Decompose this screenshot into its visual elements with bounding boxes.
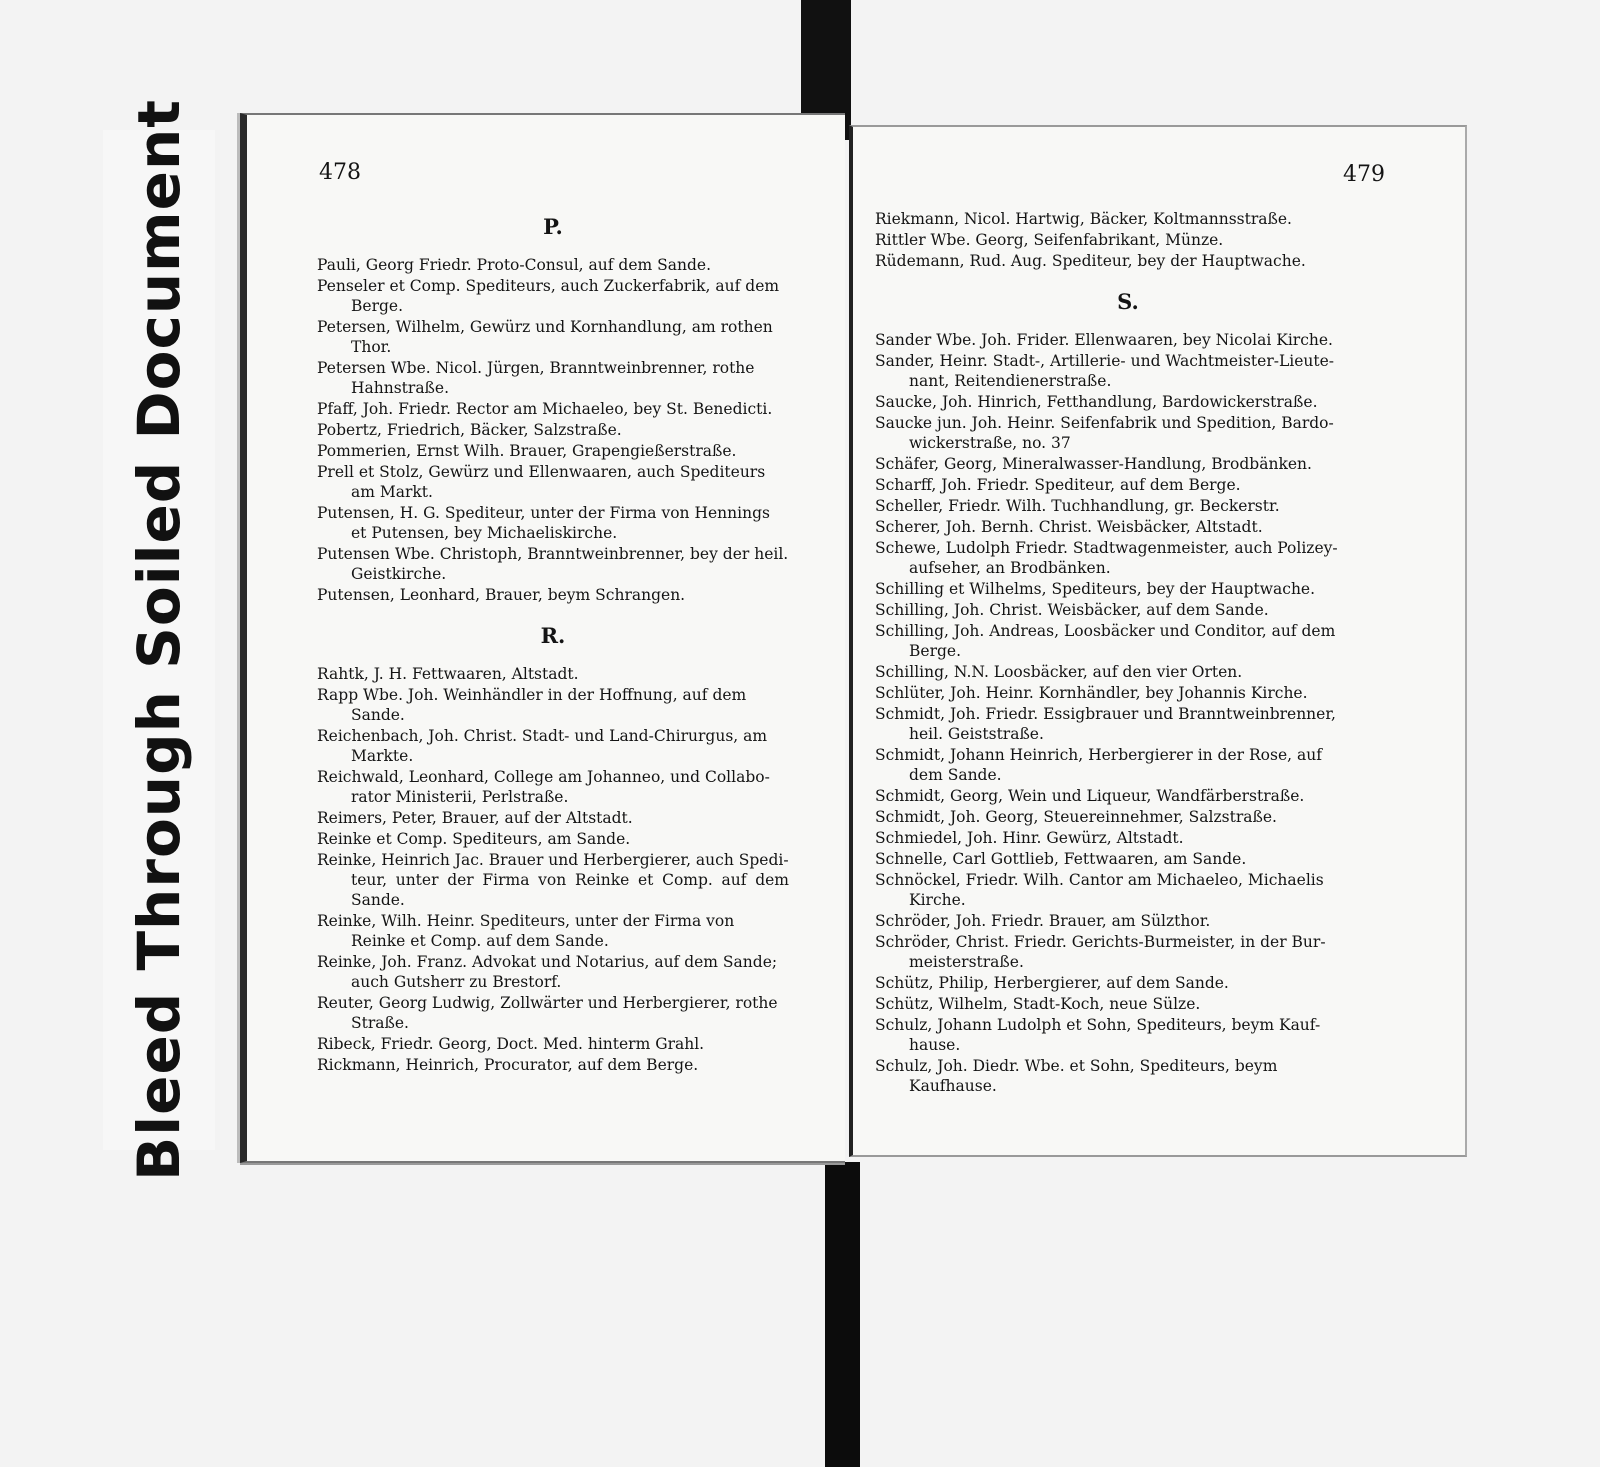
entry-continuation: Markte. (351, 747, 414, 765)
entry-text: Rickmann, Heinrich, Procurator, auf dem Berge. (317, 1056, 699, 1074)
section-letter: P. (543, 214, 563, 239)
directory-entry (875, 807, 1381, 827)
directory-entry (875, 330, 1381, 350)
entry-text: Sander, Heinr. Stadt-, Artillerie- und Wachtmeister-Lieute- (875, 352, 1335, 370)
entry-continuation: am Markt. (351, 483, 433, 501)
entry-text: Rittler Wbe. Georg, Seifenfabrikant, Münze. (875, 231, 1224, 249)
directory-entry (317, 850, 789, 910)
directory-entry (317, 993, 789, 1033)
entry-text: Schnelle, Carl Gottlieb, Fettwaaren, am Sande. (875, 850, 1247, 868)
directory-entry (875, 579, 1381, 599)
entry-continuation: Kaufhause. (909, 1077, 997, 1095)
entry-continuation: heil. Geiststraße. (909, 725, 1044, 743)
entry-text: Reinke et Comp. Spediteurs, am Sande. (317, 830, 631, 848)
directory-entry (317, 767, 789, 807)
directory-entry (875, 496, 1381, 516)
entry-continuation: Berge. (351, 297, 403, 315)
entry-text: Scheller, Friedr. Wilh. Tuchhandlung, gr. Beckerstr. (875, 497, 1280, 515)
directory-entry (317, 911, 789, 951)
left-page-column (317, 211, 789, 1076)
directory-entry (875, 786, 1381, 806)
directory-entry (317, 829, 789, 849)
binding-strap-bottom (825, 1162, 860, 1467)
entry-text: Schnöckel, Friedr. Wilh. Cantor am Michaeleo, Michaelis (875, 871, 1324, 889)
entry-text: Schlüter, Joh. Heinr. Kornhändler, bey Johannis Kirche. (875, 684, 1308, 702)
directory-entry (875, 1015, 1381, 1055)
directory-entry (317, 358, 789, 398)
entry-continuation: Berge. (909, 642, 961, 660)
directory-entry (317, 276, 789, 316)
entry-text: Prell et Stolz, Gewürz und Ellenwaaren, auch Spediteurs (317, 463, 766, 481)
entry-continuation: rator Ministerii, Perlstraße. (351, 788, 569, 806)
entry-continuation: Straße. (351, 1014, 409, 1032)
entry-text: Schilling, N.N. Loosbäcker, auf den vier Orten. (875, 663, 1243, 681)
directory-entry (875, 1056, 1381, 1096)
directory-entry (875, 475, 1381, 495)
entry-continuation: auch Gutsherr zu Brestorf. (351, 973, 562, 991)
entry-text: Scherer, Joh. Bernh. Christ. Weisbäcker, Altstadt. (875, 518, 1263, 536)
directory-entry (875, 911, 1381, 931)
directory-entry (875, 517, 1381, 537)
directory-entry (317, 726, 789, 766)
entry-continuation: et Putensen, bey Michaeliskirche. (351, 524, 618, 542)
entry-text: Penseler et Comp. Spediteurs, auch Zuckerfabrik, auf dem (317, 277, 780, 295)
entry-text: Saucke, Joh. Hinrich, Fetthandlung, Bardowickerstraße. (875, 393, 1318, 411)
entry-text: Rapp Wbe. Joh. Weinhändler in der Hoffnung, auf dem (317, 686, 747, 704)
entry-text: Schilling, Joh. Christ. Weisbäcker, auf dem Sande. (875, 601, 1269, 619)
entry-continuation: Sande. (351, 706, 405, 724)
entry-continuation: aufseher, an Brodbänken. (909, 559, 1111, 577)
entry-text: Reuter, Georg Ludwig, Zollwärter und Herbergierer, rothe (317, 994, 778, 1012)
directory-entry (317, 544, 789, 584)
entry-text: Petersen, Wilhelm, Gewürz und Kornhandlung, am rothen (317, 318, 773, 336)
entry-text: Putensen, Leonhard, Brauer, beym Schrangen. (317, 586, 686, 604)
directory-entry (875, 870, 1381, 910)
entry-continuation: hause. (909, 1036, 961, 1054)
section-letter: S. (1117, 289, 1139, 314)
entry-continuation: wickerstraße, no. 37 (909, 434, 1071, 452)
directory-entry (875, 538, 1381, 578)
directory-entry (317, 1055, 789, 1075)
directory-entry (317, 420, 789, 440)
directory-entry (875, 662, 1381, 682)
directory-entry (317, 808, 789, 828)
entry-text: Schmidt, Joh. Friedr. Essigbrauer und Branntweinbrenner, (875, 705, 1336, 723)
right-page (849, 125, 1467, 1157)
section-gap (875, 272, 1381, 286)
directory-entry (875, 351, 1381, 391)
entry-text: Schröder, Christ. Friedr. Gerichts-Burmeister, in der Bur- (875, 933, 1326, 951)
entry-text: Ribeck, Friedr. Georg, Doct. Med. hinterm Grahl. (317, 1035, 705, 1053)
entry-text: Rahtk, J. H. Fettwaaren, Altstadt. (317, 665, 579, 683)
entry-text: Schilling et Wilhelms, Spediteurs, bey der Hauptwache. (875, 580, 1316, 598)
entry-continuation: Kirche. (909, 891, 966, 909)
entry-text: Pobertz, Friedrich, Bäcker, Salzstraße. (317, 421, 622, 439)
entry-text: Reinke, Joh. Franz. Advokat und Notarius, auf dem Sande; (317, 953, 778, 971)
side-label-text: Bleed Through Soiled Document (125, 99, 193, 1181)
entry-text: Reichenbach, Joh. Christ. Stadt- und Land-Chirurgus, am (317, 727, 768, 745)
entry-text: Schilling, Joh. Andreas, Loosbäcker und Conditor, auf dem (875, 622, 1336, 640)
entry-text: Rüdemann, Rud. Aug. Spediteur, bey der Hauptwache. (875, 252, 1306, 270)
directory-entry (875, 230, 1381, 250)
directory-entry (317, 399, 789, 419)
entry-text: Reinke, Heinrich Jac. Brauer und Herbergierer, auch Spedi- (317, 851, 789, 869)
entry-continuation: nant, Reitendienerstraße. (909, 372, 1112, 390)
directory-entry (317, 255, 789, 275)
left-page-number: 478 (319, 160, 361, 185)
entry-text: Putensen Wbe. Christoph, Branntweinbrenner, bey der heil. (317, 545, 789, 563)
entry-continuation: Geistkirche. (351, 565, 447, 583)
entry-text: Reichwald, Leonhard, College am Johanneo, und Collabo- (317, 768, 770, 786)
entry-continuation: meisterstraße. (909, 953, 1024, 971)
entry-continuation: Reinke et Comp. auf dem Sande. (351, 932, 609, 950)
directory-entry (317, 585, 789, 605)
directory-entry (875, 849, 1381, 869)
entry-text: Schmidt, Johann Heinrich, Herbergierer in der Rose, auf (875, 746, 1322, 764)
entry-continuation: dem Sande. (909, 766, 1002, 784)
entry-text: Schulz, Joh. Diedr. Wbe. et Sohn, Spediteurs, beym (875, 1057, 1278, 1075)
entry-text: Schulz, Johann Ludolph et Sohn, Spediteurs, beym Kauf- (875, 1016, 1321, 1034)
entry-text: Pfaff, Joh. Friedr. Rector am Michaeleo, bey St. Benedicti. (317, 400, 773, 418)
directory-entry (317, 952, 789, 992)
entry-continuation: teur, unter der Firma von Reinke et Comp. auf dem Sande. (351, 871, 789, 909)
entry-text: Petersen Wbe. Nicol. Jürgen, Branntweinbrenner, rothe (317, 359, 755, 377)
directory-entry (875, 683, 1381, 703)
directory-entry (875, 828, 1381, 848)
directory-entry (317, 462, 789, 502)
directory-entry (875, 994, 1381, 1014)
entry-text: Schmidt, Georg, Wein und Liqueur, Wandfärberstraße. (875, 787, 1305, 805)
directory-entry (875, 932, 1381, 972)
entry-text: Schröder, Joh. Friedr. Brauer, am Sülzthor. (875, 912, 1211, 930)
directory-entry (317, 664, 789, 684)
section-letter: R. (540, 623, 566, 648)
entry-continuation: Hahnstraße. (351, 379, 450, 397)
directory-entry (875, 392, 1381, 412)
entry-text: Schmiedel, Joh. Hinr. Gewürz, Altstadt. (875, 829, 1184, 847)
directory-entry (875, 454, 1381, 474)
directory-entry (317, 503, 789, 543)
right-page-number: 479 (1343, 162, 1385, 187)
directory-entry (317, 685, 789, 725)
directory-entry (317, 317, 789, 357)
entry-text: Pommerien, Ernst Wilh. Brauer, Grapengießerstraße. (317, 442, 737, 460)
entry-continuation: Thor. (351, 338, 392, 356)
directory-entry (875, 209, 1381, 229)
entry-text: Scharff, Joh. Friedr. Spediteur, auf dem Berge. (875, 476, 1241, 494)
entry-text: Sander Wbe. Joh. Frider. Ellenwaaren, bey Nicolai Kirche. (875, 331, 1333, 349)
entry-text: Schütz, Philip, Herbergierer, auf dem Sande. (875, 974, 1229, 992)
section-gap (317, 606, 789, 620)
entry-text: Putensen, H. G. Spediteur, unter der Firma von Hennings (317, 504, 770, 522)
entry-text: Schmidt, Joh. Georg, Steuereinnehmer, Salzstraße. (875, 808, 1277, 826)
entry-text: Reimers, Peter, Brauer, auf der Altstadt. (317, 809, 633, 827)
directory-entry (875, 600, 1381, 620)
entry-text: Pauli, Georg Friedr. Proto-Consul, auf dem Sande. (317, 256, 712, 274)
directory-entry (317, 441, 789, 461)
entry-text: Reinke, Wilh. Heinr. Spediteurs, unter der Firma von (317, 912, 735, 930)
right-page-column (875, 209, 1381, 1097)
entry-text: Saucke jun. Joh. Heinr. Seifenfabrik und Spedition, Bardo- (875, 414, 1334, 432)
side-label-panel (103, 99, 215, 1181)
entry-text: Schütz, Wilhelm, Stadt-Koch, neue Sülze. (875, 995, 1201, 1013)
directory-entry (875, 413, 1381, 453)
directory-entry (875, 745, 1381, 785)
entry-text: Riekmann, Nicol. Hartwig, Bäcker, Koltmannsstraße. (875, 210, 1292, 228)
entry-text: Schäfer, Georg, Mineralwasser-Handlung, Brodbänken. (875, 455, 1312, 473)
directory-entry (875, 621, 1381, 661)
directory-entry (875, 704, 1381, 744)
directory-entry (875, 973, 1381, 993)
directory-entry (875, 251, 1381, 271)
directory-entry (317, 1034, 789, 1054)
entry-text: Schewe, Ludolph Friedr. Stadtwagenmeister, auch Polizey- (875, 539, 1338, 557)
left-page (240, 113, 845, 1163)
